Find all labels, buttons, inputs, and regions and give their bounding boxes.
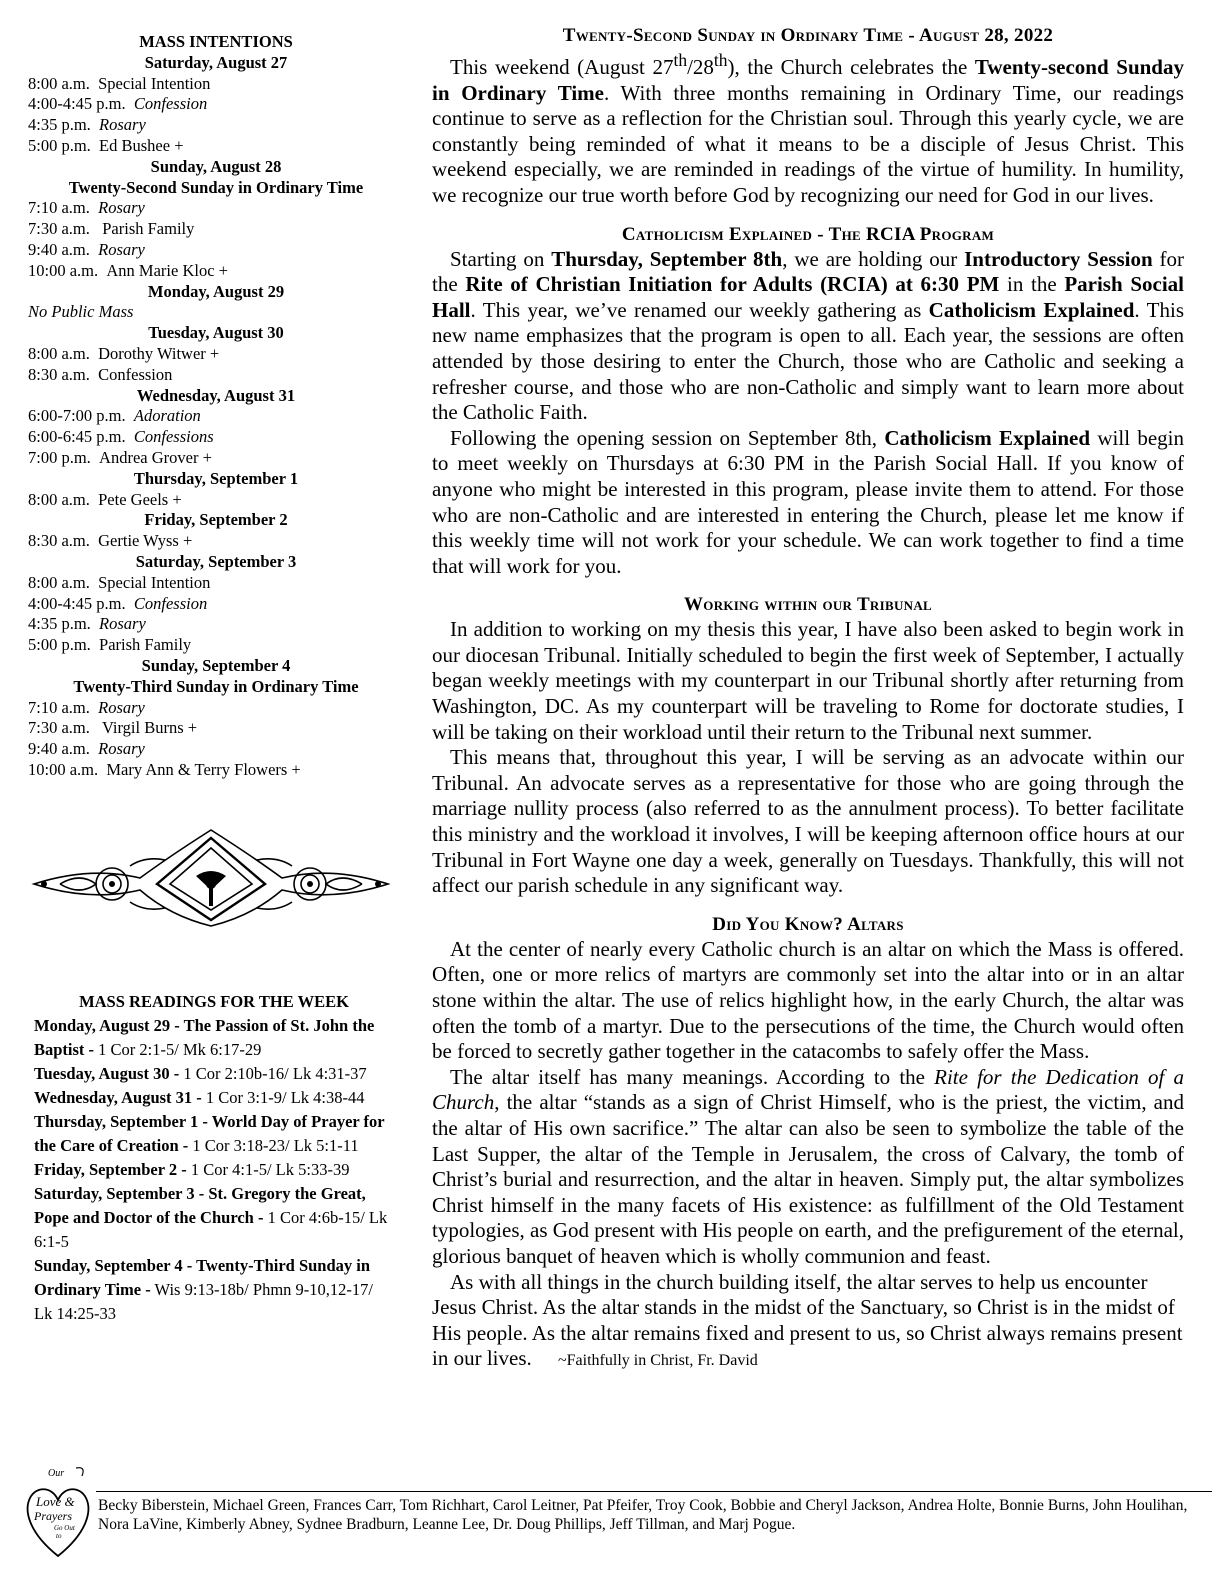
bold-text: Twenty-second Sunday in Ordinary Time: [432, 55, 1184, 105]
mass-entry: [28, 490, 404, 511]
mass-intention: Special Intention: [98, 572, 211, 592]
reading-refs: 1 Cor 2:1-5/ Mk 6:17-29: [94, 1040, 262, 1059]
mass-time: 10:00 a.m.: [28, 759, 99, 779]
mass-time: 8:00 a.m.: [28, 489, 90, 509]
mass-intention: Parish Family: [98, 219, 195, 239]
mass-intention: Ed Bushee +: [99, 135, 184, 155]
text: . With three months remaining in Ordinary Time, our readings continue to serve as a reflection for the Christian soul. Through this yearly cycle, we are constantly being reminded of what it means to be a disciple of Jesus Christ. This weekend especially, we are reminded in readings of the virtue of humility. In humility, we recognize our true worth before God by recognizing our need for God in our lives.: [432, 80, 1184, 207]
bold-text: Catholicism Explained: [928, 297, 1135, 322]
decorative-ornament-icon: [30, 826, 392, 930]
mass-intentions: [28, 32, 404, 781]
reading-item: [34, 1158, 394, 1182]
text: will begin to meet weekly on Thursdays at 6:30 PM in the Parish Social Hall. If you know of anyone who might be interested in this program, please invite them to attend. For those who are non-Catholic and are interested in entering the Church, please let me know if this weekly time will not work for your schedule. We can work together to find a time that will work for you.: [432, 425, 1184, 578]
reading-day: Tuesday, August 30 -: [34, 1064, 180, 1083]
text: . This new name emphasizes that the program is open to all. Each year, the sessions are often attended by those desiring to enter the Church, those who are Catholic and seeking a refresher course, and those who are non-Catholic and simply want to learn more about the Catholic Faith.: [432, 297, 1184, 425]
mass-intention: Confession: [98, 364, 173, 384]
reading-item: [34, 1182, 394, 1254]
mass-intention: Andrea Grover +: [99, 447, 212, 467]
mass-entry: [28, 94, 404, 115]
article-sunday-body: [432, 48, 1184, 209]
mass-time: 4:35 p.m.: [28, 614, 91, 634]
mass-intentions-column: [28, 28, 404, 781]
mass-entry: [28, 136, 404, 157]
mass-entry: [28, 594, 404, 615]
mass-entry: [28, 406, 404, 427]
article-altars-paragraph-2: [432, 1065, 1184, 1270]
mass-entry: [28, 531, 404, 552]
bold-text: Introductory Session: [964, 246, 1153, 271]
mass-intention: Dorothy Witwer +: [98, 343, 220, 363]
article-rcia-paragraph-2: [432, 426, 1184, 580]
text: This weekend (August 27: [450, 55, 674, 79]
mass-intention: Adoration: [133, 406, 201, 426]
mass-entry: [28, 344, 404, 365]
superscript: th: [713, 50, 728, 70]
mass-entry: [28, 573, 404, 594]
article-tribunal-paragraph-1: In addition to working on my thesis this year, I have also been asked to begin work in our diocesan Tribunal. Initially scheduled to begin the first week of September, I actually began weekly meetings with my counterpart in our Tribunal shortly after returning from Washington, DC. As my counterpart will be traveling to Rome for doctorate studies, I will be taking on their workload until their return to the Tribunal next summer.: [432, 617, 1184, 744]
mass-entry: [28, 718, 404, 739]
reading-refs: 1 Cor 4:6b-15/ Lk 6:1-5: [34, 1208, 388, 1251]
mass-time: 8:30 a.m.: [28, 364, 90, 384]
mass-intentions-title: MASS INTENTIONS: [139, 32, 293, 51]
mass-entry: [28, 698, 404, 719]
reading-day: Wednesday, August 31 -: [34, 1088, 202, 1107]
mass-intention: Confessions: [133, 427, 214, 447]
logo-word: Love &: [36, 1494, 75, 1509]
text: /28: [687, 55, 714, 79]
reading-item: [34, 1062, 394, 1086]
mass-time: 5:00 p.m.: [28, 135, 91, 155]
text: Following the opening session on September 8th,: [450, 425, 885, 450]
logo-word: Prayers: [34, 1509, 72, 1523]
bold-text: Parish Social Hall: [432, 272, 1184, 322]
footer-divider: [96, 1491, 1212, 1492]
bold-text: Catholicism Explained: [884, 425, 1091, 450]
mass-readings: [34, 990, 394, 1326]
mass-entry: [28, 448, 404, 469]
article-tribunal-paragraph-2: This means that, throughout this year, I will be serving as an advocate within our Tribunal. An advocate serves as a representative for those who are going through the marriage nullity process (also referred to as the annulment process). To better facilitate this ministry and the workload it involves, I will be keeping afternoon office hours at our Tribunal in Fort Wayne one day a week, generally on Tuesdays. Thankfully, this will not affect our parish schedule in any significant way.: [432, 745, 1184, 898]
text: Starting on: [450, 246, 552, 271]
day-heading: Saturday, September 3: [135, 551, 297, 571]
article-title-sunday: Twenty-Second Sunday in Ordinary Time - August 28, 2022: [562, 25, 1054, 46]
mass-intention: Rosary: [99, 115, 146, 135]
signature: ~Faithfully in Christ, Fr. David: [558, 1352, 758, 1370]
mass-entry: [28, 365, 404, 386]
mass-entry: [28, 219, 404, 240]
reading-refs: 1 Cor 3:18-23/ Lk 5:1-11: [188, 1136, 359, 1155]
mass-time: 6:00-7:00 p.m.: [28, 406, 126, 426]
text: . This year, we’ve renamed our weekly gathering as: [470, 297, 929, 322]
day-subheading: Twenty-Second Sunday in Ordinary Time: [68, 177, 364, 197]
mass-intention: No Public Mass: [28, 302, 134, 322]
mass-time: 7:30 a.m.: [28, 219, 90, 239]
reading-refs: 1 Cor 2:10b-16/ Lk 4:31-37: [179, 1064, 367, 1083]
mass-time: 4:35 p.m.: [28, 115, 91, 135]
day-heading: Friday, September 2: [144, 510, 288, 530]
articles-column: [432, 24, 1184, 1374]
mass-intention: Rosary: [99, 614, 146, 634]
text: , we are holding our: [782, 246, 965, 271]
article-rcia-paragraph-1: [432, 247, 1184, 426]
mass-time: 8:00 a.m.: [28, 73, 90, 93]
mass-entry: [28, 739, 404, 760]
article-title-tribunal: Working within our Tribunal: [684, 594, 932, 616]
article-altars-body: [432, 937, 1184, 1374]
mass-entry: [28, 261, 404, 282]
mass-intention: Pete Geels +: [98, 489, 182, 509]
article-title-altars: Did You Know? Altars: [712, 913, 904, 935]
mass-intention: Virgil Burns +: [98, 718, 198, 738]
mass-intention: Gertie Wyss +: [98, 531, 193, 551]
text: , the altar “stands as a sign of Christ Himself, who is the priest, the victim, and the altar of His own sacrifice.” The altar can also be seen to symbolize the table of the Last Supper, the altar of the Temple in Jerusalem, the cross of Calvary, the tomb of Christ’s burial and resurrection, and the altar in heaven. Simply put, the altar symbolizes Christ himself in the many facets of His existence: as fulfillment of the Old Testament typologies, as God present with His people on earth, and the prefigurement of the eternal, glorious banquet of heaven which is wholly communion and feast.: [432, 1090, 1184, 1268]
text: As with all things in the church building itself, the altar serves to help us encounter Jesus Christ. As the altar stands in the midst of the Sanctuary, so Christ is in the midst of His people. As the altar remains fixed and present to us, so Christ always remains present in our lives.: [432, 1269, 1183, 1371]
reading-refs: 1 Cor 4:1-5/ Lk 5:33-39: [186, 1160, 350, 1179]
reading-item: [34, 1014, 394, 1062]
mass-time: 9:40 a.m.: [28, 239, 90, 259]
mass-entry: [28, 198, 404, 219]
mass-intention: Special Intention: [98, 73, 211, 93]
mass-time: 7:00 p.m.: [28, 447, 91, 467]
day-heading: Saturday, August 27: [144, 52, 288, 72]
text: The altar itself has many meanings. According to the: [450, 1064, 935, 1089]
reading-day: Monday, August 29 - The Passion of St. John the Baptist -: [34, 1016, 375, 1059]
day-heading: Sunday, September 4: [141, 655, 291, 675]
article-tribunal-body: [432, 617, 1184, 899]
mass-entry: [28, 614, 404, 635]
mass-entry: [28, 302, 404, 323]
day-heading: Tuesday, August 30: [148, 323, 284, 343]
mass-entry: [28, 760, 404, 781]
mass-time: 7:30 a.m.: [28, 718, 90, 738]
superscript: th: [673, 50, 688, 70]
reading-item: [34, 1110, 394, 1158]
mass-time: 9:40 a.m.: [28, 739, 90, 759]
day-heading: Thursday, September 1: [133, 468, 299, 488]
prayer-list-footer: [22, 1462, 1192, 1572]
mass-time: 7:10 a.m.: [28, 697, 90, 717]
reading-day: Saturday, September 3 - St. Gregory the Great, Pope and Doctor of the Church -: [34, 1184, 366, 1227]
logo-word: Go Out: [54, 1524, 75, 1532]
text: ), the Church celebrates the: [727, 55, 975, 79]
mass-intention: Ann Marie Kloc +: [106, 260, 228, 280]
mass-intention: Rosary: [98, 198, 145, 218]
reading-refs: Wis 9:13-18b/ Phmn 9-10,12-17/ Lk 14:25-33: [34, 1280, 373, 1323]
reading-refs: 1 Cor 3:1-9/ Lk 4:38-44: [201, 1088, 365, 1107]
mass-entry: [28, 115, 404, 136]
mass-time: 8:30 a.m.: [28, 531, 90, 551]
reading-item: [34, 1086, 394, 1110]
mass-time: 8:00 a.m.: [28, 343, 90, 363]
article-altars-paragraph-1: At the center of nearly every Catholic church is an altar on which the Mass is offered. Often, one or more relics of martyrs are commonly set into the altar into or in an altar stone within the altar. The use of relics highlight how, in the early Church, the altar was often the tomb of a martyr. Due to the persecutions of the time, the Church would often be forced to secretly gather together in the catacombs to safely offer the Mass.: [432, 936, 1184, 1064]
bold-text: Thursday, September 8th: [551, 246, 783, 271]
reading-day: Thursday, September 1 - World Day of Prayer for the Care of Creation -: [34, 1112, 385, 1155]
article-rcia-body: [432, 247, 1184, 580]
day-heading: Wednesday, August 31: [136, 385, 296, 405]
mass-intention: Parish Family: [99, 635, 192, 655]
mass-time: 8:00 a.m.: [28, 572, 90, 592]
mass-intention: Rosary: [98, 239, 145, 259]
mass-time: 4:00-4:45 p.m.: [28, 593, 126, 613]
mass-intention: Confession: [133, 593, 208, 613]
mass-entry: [28, 427, 404, 448]
day-subheading: Twenty-Third Sunday in Ordinary Time: [73, 676, 359, 696]
reading-day: Sunday, September 4 - Twenty-Third Sunday in Ordinary Time -: [34, 1256, 371, 1299]
prayer-names: Becky Biberstein, Michael Green, Frances Carr, Tom Richhart, Carol Leitner, Pat Pfeifer, Troy Cook, Bobbie and Cheryl Jackson, Andrea Holte, Bonnie Burns, John Houlihan, Nora LaVine, Kimberly Abney, Sydnee Bradburn, Leanne Lee, Dr. Doug Phillips, Jeff Tillman, and Marj Pogue.: [98, 1497, 1188, 1533]
article-title-rcia: Catholicism Explained - The RCIA Program: [621, 223, 995, 245]
logo-word: to: [56, 1532, 62, 1540]
article-sunday-paragraph: [432, 48, 1184, 209]
mass-time: 5:00 p.m.: [28, 635, 91, 655]
mass-time: 6:00-6:45 p.m.: [28, 427, 126, 447]
reading-item: [34, 1254, 394, 1326]
day-heading: Sunday, August 28: [150, 156, 282, 176]
mass-time: 7:10 a.m.: [28, 198, 90, 218]
mass-intention: Rosary: [98, 697, 145, 717]
mass-entry: [28, 635, 404, 656]
logo-word: Our: [48, 1468, 65, 1479]
article-altars-paragraph-3: [432, 1270, 1184, 1374]
mass-intention: Mary Ann & Terry Flowers +: [106, 759, 301, 779]
mass-entry: [28, 74, 404, 95]
day-heading: Monday, August 29: [147, 281, 285, 301]
mass-time: 4:00-4:45 p.m.: [28, 94, 126, 114]
heart-logo-icon: [22, 1462, 94, 1560]
mass-entry: [28, 240, 404, 261]
mass-intention: Rosary: [98, 739, 145, 759]
bold-text: Rite of Christian Initiation for Adults (RCIA) at 6:30 PM: [465, 272, 1000, 297]
mass-time: 10:00 a.m.: [28, 260, 99, 280]
mass-intention: Confession: [133, 94, 208, 114]
italic-text: Rite for the Dedication of a Church: [432, 1064, 1184, 1115]
reading-day: Friday, September 2 -: [34, 1160, 187, 1179]
text: for the: [432, 246, 1184, 297]
mass-readings-title: MASS READINGS FOR THE WEEK: [79, 992, 349, 1011]
text: in the: [999, 272, 1065, 297]
